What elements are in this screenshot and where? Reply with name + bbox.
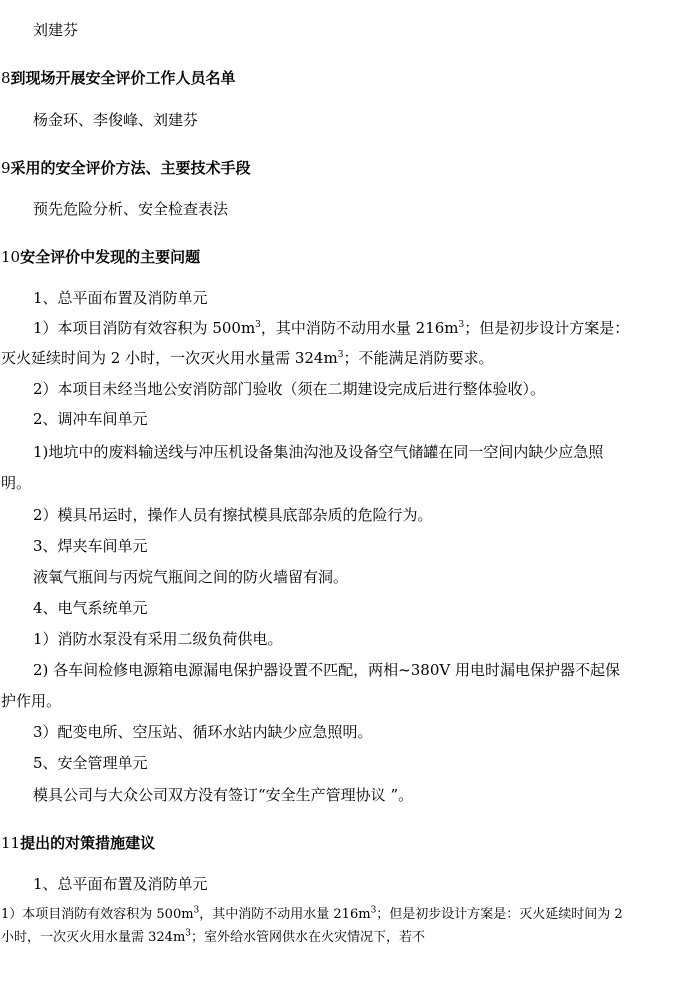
s10-para-1-line-1: 1）本项目消防有效容积为 $500m^3$，其中消防不动用水量 $216m^3$；但是初步设计方案是： — [33, 319, 630, 337]
section-10-title: 安全评价中发现的主要问题 — [20, 248, 201, 266]
s10-unit-4: 4、电气系统单元 — [33, 599, 148, 617]
section-9-number: 9 — [1, 159, 11, 177]
section-9-heading — [1, 158, 251, 178]
section-10-heading — [1, 247, 200, 267]
s11-para-1-line-1: 1）本项目消防有效容积为 $500m^3$，其中消防不动用水量 $216m^3$；但是初步设计方案是：灭火延续时间为 2 — [1, 905, 623, 922]
s10-para-7-line-1: 2) 各车间检修电源箱电源漏电保护器设置不匹配，两相~380V 用电时漏电保护器不起保 — [33, 661, 620, 679]
section-11-number: 11 — [1, 834, 21, 852]
s10-para-3-line-1: 1)地坑中的废料输送线与冲压机设备集油沟池及设备空气储罐在同一空间内缺少应急照 — [33, 443, 604, 461]
section-10-number: 10 — [1, 248, 21, 266]
s10-unit-1: 1、总平面布置及消防单元 — [33, 289, 208, 307]
section-9-body: 预先危险分析、安全检查表法 — [33, 200, 229, 218]
section-9-title: 采用的安全评价方法、主要技术手段 — [10, 159, 251, 177]
section-8-body: 杨金环、李俊峰、刘建芬 — [33, 111, 199, 129]
section-8-heading — [1, 68, 236, 88]
s10-unit-3: 3、焊夹车间单元 — [33, 537, 148, 555]
s10-para-7-line-2: 护作用。 — [1, 692, 62, 710]
s10-para-5: 液氧气瓶间与丙烷气瓶间之间的防火墙留有洞。 — [33, 568, 349, 586]
s11-unit-1: 1、总平面布置及消防单元 — [33, 875, 208, 893]
section-11-title: 提出的对策措施建议 — [20, 834, 156, 852]
s10-para-4: 2）模具吊运时，操作人员有擦拭模具底部杂质的危险行为。 — [33, 506, 433, 524]
s10-para-9: 模具公司与大众公司双方没有签订“安全生产管理协议 ”。 — [33, 786, 414, 804]
s10-para-3-line-2: 明。 — [1, 474, 32, 492]
s10-para-2: 2）本项目未经当地公安消防部门验收（须在二期建设完成后进行整体验收）。 — [33, 380, 546, 398]
s10-unit-5: 5、安全管理单元 — [33, 754, 148, 772]
section-8-title: 到现场开展安全评价工作人员名单 — [10, 69, 236, 87]
s10-unit-2: 2、调冲车间单元 — [33, 410, 148, 428]
top-name: 刘建芬 — [33, 21, 79, 39]
s10-para-8: 3）配变电所、空压站、循环水站内缺少应急照明。 — [33, 723, 373, 741]
s10-para-1-line-2: 灭火延续时间为 2 小时，一次灭火用水量需 $324m^3$；不能满足消防要求。 — [1, 349, 494, 367]
section-8-number: 8 — [1, 69, 11, 87]
s11-para-1-line-2: 小时，一次灭火用水量需 $324m^3$；室外给水管网供水在火灾情况下，若不 — [1, 928, 426, 945]
s10-para-6: 1）消防水泵没有采用二级负荷供电。 — [33, 630, 283, 648]
section-11-heading — [1, 833, 155, 853]
